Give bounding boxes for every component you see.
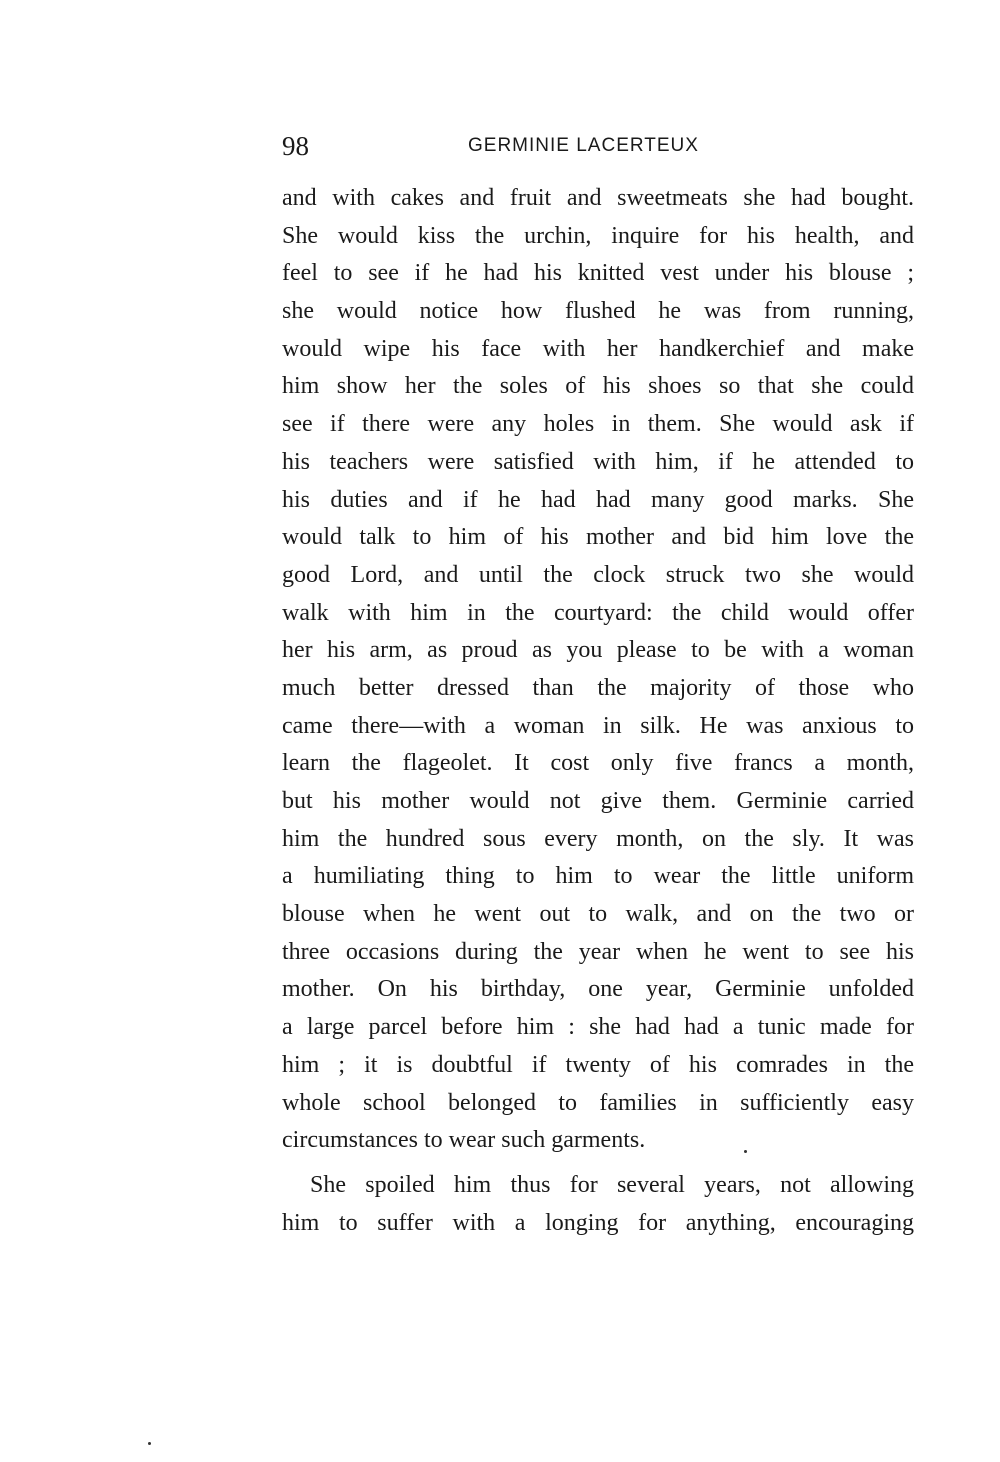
page-number: 98 bbox=[282, 131, 309, 161]
paragraph-2 bbox=[282, 1167, 914, 1242]
text-line: blouse when he went out to walk, and on the two or bbox=[282, 901, 914, 928]
text-line: feel to see if he had his knitted vest under his blouse ; bbox=[282, 260, 914, 287]
text-line: good Lord, and until the clock struck two she would bbox=[282, 561, 914, 588]
text-line: him the hundred sous every month, on the sly. It was bbox=[282, 825, 914, 852]
body-text bbox=[282, 180, 914, 1242]
text-line: She would kiss the urchin, inquire for his health, and bbox=[282, 222, 914, 249]
ink-speck bbox=[744, 1150, 747, 1153]
text-line: She spoiled him thus for several years, not allowing bbox=[310, 1171, 914, 1198]
text-line: whole school belonged to families in sufficiently easy bbox=[282, 1089, 914, 1116]
text-line: would talk to him of his mother and bid him love the bbox=[282, 524, 914, 551]
text-line: see if there were any holes in them. She would ask if bbox=[282, 411, 914, 438]
text-line: a large parcel before him : she had had a tunic made for bbox=[282, 1014, 914, 1041]
text-line: him ; it is doubtful if twenty of his comrades in the bbox=[282, 1051, 914, 1078]
paragraph-gap bbox=[282, 1160, 914, 1167]
text-line: much better dressed than the majority of those who bbox=[282, 674, 914, 701]
paragraph-1 bbox=[282, 180, 914, 1160]
text-line: three occasions during the year when he went to see his bbox=[282, 938, 914, 965]
text-line: and with cakes and fruit and sweetmeats she had bought. bbox=[282, 185, 914, 211]
text-line: but his mother would not give them. Germinie carried bbox=[282, 788, 914, 814]
text-line: she would notice how flushed he was from running, bbox=[282, 298, 914, 325]
text-line: learn the flageolet. It cost only five francs a month, bbox=[282, 750, 914, 777]
running-title: GERMINIE LACERTEUX bbox=[468, 135, 699, 156]
ink-speck bbox=[148, 1442, 151, 1445]
running-head bbox=[282, 128, 914, 164]
text-line: a humiliating thing to him to wear the little uniform bbox=[282, 863, 914, 890]
text-line: him show her the soles of his shoes so that she could bbox=[282, 373, 914, 400]
text-line: would wipe his face with her handkerchief and make bbox=[282, 335, 914, 362]
text-line: walk with him in the courtyard: the child would offer bbox=[282, 599, 914, 626]
text-line: circumstances to wear such garments. bbox=[282, 1127, 646, 1154]
text-line: his duties and if he had had many good marks. She bbox=[282, 486, 914, 513]
text-line: mother. On his birthday, one year, Germinie unfolded bbox=[282, 976, 914, 1003]
text-line: her his arm, as proud as you please to be with a woman bbox=[282, 637, 914, 664]
text-line: came there—with a woman in silk. He was anxious to bbox=[282, 712, 914, 739]
text-line: him to suffer with a longing for anything, encouraging bbox=[282, 1209, 914, 1236]
text-line: his teachers were satisfied with him, if he attended to bbox=[282, 448, 914, 475]
